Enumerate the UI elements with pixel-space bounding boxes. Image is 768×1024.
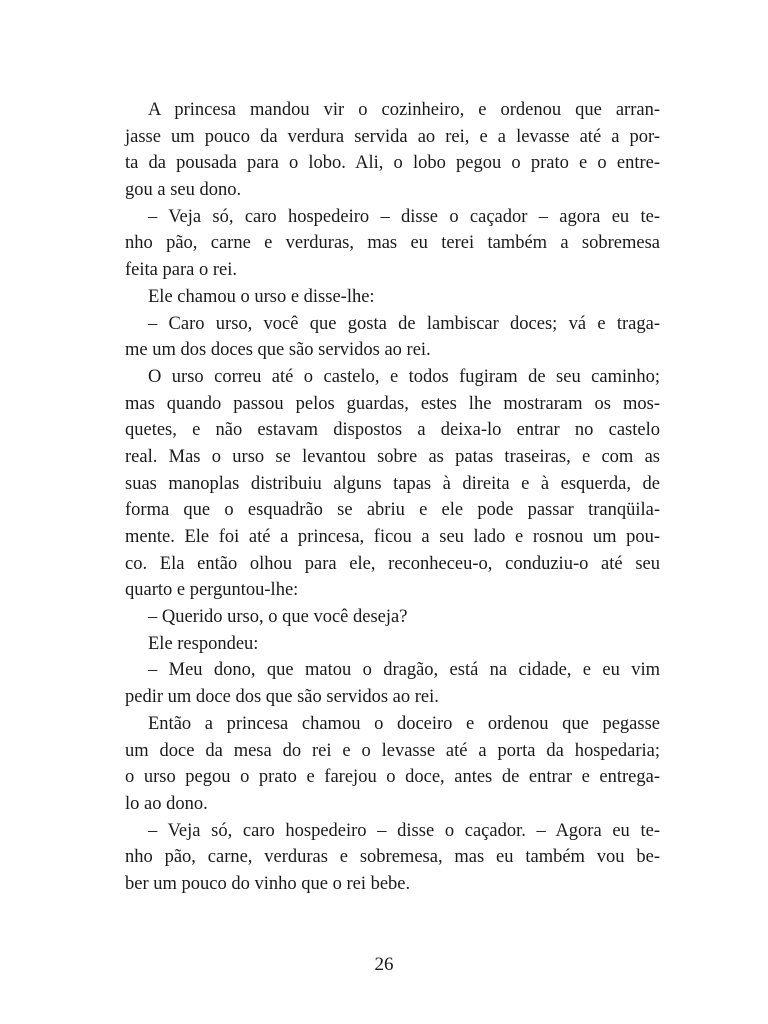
text-line: Então a princesa chamou o doceiro e ordenou que pegasse	[148, 713, 660, 734]
paragraph	[125, 97, 660, 204]
text-line: – Caro urso, você que gosta de lambiscar doces; vá e traga-	[148, 313, 660, 334]
text-line: forma que o esquadrão se abriu e ele pode passar tranqüila-	[125, 500, 660, 521]
text-line: pedir um doce dos que são servidos ao rei.	[125, 687, 439, 708]
text-line: um doce da mesa do rei e o levasse até a porta da hospedaria;	[125, 740, 660, 761]
text-line: co. Ela então olhou para ele, reconheceu-o, conduziu-o até seu	[125, 553, 660, 574]
text-line: ber um pouco do vinho que o rei bebe.	[125, 873, 411, 894]
text-line: feita para o rei.	[125, 260, 237, 281]
text-line: quetes, e não estavam dispostos a deixa-lo entrar no castelo	[125, 420, 660, 441]
text-line: Ele chamou o urso e disse-lhe:	[148, 286, 375, 307]
text-line: me um dos doces que são servidos ao rei.	[125, 340, 431, 361]
text-line: suas manoplas distribuiu alguns tapas à direita e à esquerda, de	[125, 473, 660, 494]
paragraph	[125, 311, 660, 364]
text-line: Ele respondeu:	[148, 633, 259, 654]
text-line: nho pão, carne e verduras, mas eu terei também a sobremesa	[125, 233, 660, 254]
text-line: A princesa mandou vir o cozinheiro, e ordenou que arran-	[148, 100, 660, 120]
text-line: mente. Ele foi até a princesa, ficou a seu lado e rosnou um pou-	[125, 527, 660, 547]
paragraph	[125, 818, 660, 898]
text-line: jasse um pouco da verdura servida ao rei, e a levasse até a por-	[125, 126, 660, 147]
text-line: ta da pousada para o lobo. Ali, o lobo pegou o prato e o entre-	[125, 153, 660, 174]
text-line: real. Mas o urso se levantou sobre as patas traseiras, e com as	[125, 446, 660, 467]
text-line: quarto e perguntou-lhe:	[125, 580, 299, 601]
text-line: o urso pegou o prato e farejou o doce, antes de entrar e entrega-	[125, 767, 660, 788]
paragraph	[125, 284, 660, 311]
paragraph	[125, 604, 660, 631]
text-line: gou a seu dono.	[125, 180, 242, 201]
body-text	[125, 97, 660, 898]
paragraph	[125, 204, 660, 284]
text-line: – Meu dono, que matou o dragão, está na cidade, e eu vim	[148, 660, 660, 681]
text-line: – Veja só, caro hospedeiro – disse o caçador – agora eu te-	[148, 206, 660, 227]
text-line: – Querido urso, o que você deseja?	[148, 607, 408, 628]
text-line: – Veja só, caro hospedeiro – disse o caçador. – Agora eu te-	[148, 820, 660, 841]
text-line: mas quando passou pelos guardas, estes lhe mostraram os mos-	[125, 393, 660, 414]
paragraph	[125, 657, 660, 710]
text-line: nho pão, carne, verduras e sobremesa, mas eu também vou be-	[125, 847, 660, 868]
text-line: O urso correu até o castelo, e todos fugiram de seu caminho;	[148, 366, 660, 387]
page-number: 26	[374, 954, 394, 975]
paragraph	[125, 711, 660, 818]
paragraph	[125, 364, 660, 604]
text-line: lo ao dono.	[125, 793, 208, 814]
paragraph	[125, 631, 660, 658]
